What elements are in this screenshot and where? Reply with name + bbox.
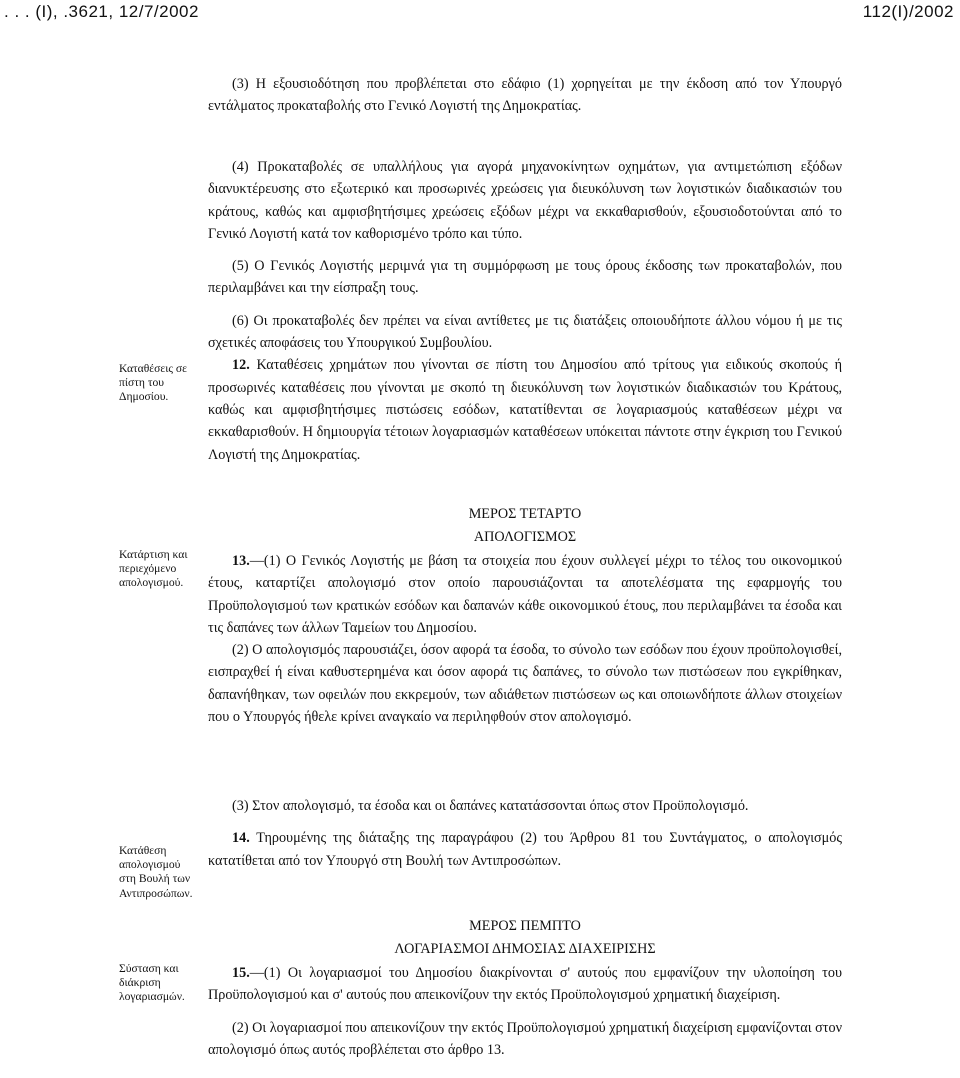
margin-note-line: Κατάρτιση και [119, 548, 188, 561]
margin-note-submission [119, 844, 207, 901]
section-15-1 [208, 962, 842, 1007]
margin-note-line: Κατάθεση [119, 844, 167, 857]
margin-note-line: Σύσταση και [119, 962, 179, 975]
section-14-number: 14. [232, 830, 250, 847]
paragraph-6: (6) Οι προκαταβολές δεν πρέπει να είναι αντίθετες με τις διατάξεις οποιουδήποτε άλλου νόμου ή με τις σχετικές αποφάσεις του Υπουργικού Συμβουλίου. [208, 312, 842, 352]
page-header-right: 112(Ι)/2002 [862, 2, 954, 21]
section-13-block [208, 550, 842, 728]
part-five-subtitle: ΛΟΓΑΡΙΑΣΜΟΙ ΔΗΜΟΣΙΑΣ ΔΙΑΧΕΙΡΙΣΗΣ [394, 941, 656, 957]
section-13-1 [208, 550, 842, 639]
margin-note-line: στη Βουλή των [119, 872, 191, 886]
margin-note-preparation [119, 548, 207, 591]
margin-note-line: λογαριασμών. [119, 990, 185, 1004]
section-12-number: 12. [232, 357, 250, 374]
section-13-3-block [208, 795, 842, 872]
section-12 [208, 354, 842, 465]
margin-note-line: απολογισμού. [119, 576, 184, 590]
section-13-text: —(1) Ο Γενικός Λογιστής με βάση τα στοιχεία που έχουν συλλεγεί μέχρι το τέλος του οικονομικού έτους, καταρτίζει απολογισμό στον οποίο παρουσιάζονται τα αποτελέσματα της εφαρμογής του Προϋπολογισμού των κρατικών εσόδων και δαπανών κάθε οικονομικού έτους, που περιλαμβάνει τα έσοδα και τις δαπάνες των άλλων Ταμείων του Δημοσίου. [208, 553, 842, 636]
paragraph-3-block [208, 73, 842, 118]
paragraph-5: (5) Ο Γενικός Λογιστής μεριμνά για τη συμμόρφωση με τους όρους έκδοσης των προκαταβολών, που περιλαμβάνει και την είσπραξη τους. [208, 258, 842, 297]
section-15-text: —(1) Οι λογαριασμοί του Δημοσίου διακρίνονται σ' αυτούς που εμφανίζουν την υλοποίηση του Προϋπολογισμού και σ' αυτούς που απεικονίζουν την εκτός Προϋπολογισμού χρηματική διαχείριση. [208, 965, 842, 1004]
page-header-left: . . . (Ι), .3621, 12/7/2002 [4, 2, 199, 21]
margin-note-deposits [119, 362, 207, 405]
section-13-3: (3) Στον απολογισμό, τα έσοδα και οι δαπάνες κατατάσσονται όπως στον Προϋπολογισμό. [232, 798, 749, 814]
section-15-2: (2) Οι λογαριασμοί που απεικονίζουν την εκτός Προϋπολογισμού χρηματική διαχείριση εμφανίζονται στον απολογισμό όπως αυτός προβλέπεται στο άρθρο 13. [208, 1019, 842, 1058]
margin-note-line: πίστη του [119, 376, 165, 390]
part-four-title: ΜΕΡΟΣ ΤΕΤΑΡΤΟ [468, 506, 582, 522]
paragraphs-4-6-block [208, 156, 842, 466]
part-five-title: ΜΕΡΟΣ ΠΕΜΠΤΟ [469, 918, 581, 934]
margin-note-accounts [119, 962, 207, 1005]
margin-note-line: απολογισμού [119, 858, 181, 872]
margin-note-line: Καταθέσεις σε [119, 362, 188, 375]
section-15-number: 15. [232, 965, 250, 981]
section-13-number: 13. [232, 553, 250, 569]
paragraph-4: (4) Προκαταβολές σε υπαλλήλους για αγορά μηχανοκίνητων οχημάτων, για αντιμετώπιση εξόδων διανυκτέρευσης στο εξωτερικό και προσωρινές χρεώσεις για διευκόλυνση των λογιστικών διαδικασιών του κράτους, καθώς και αμφισβητήσιμες χρεώσεις εξόδων μέχρι να εκκαθαρισθούν, εξουσιοδοτούνται από το Γενικό Λογιστή κατά τον καθορισμένο τρόπο και τύπο. [208, 159, 842, 242]
margin-note-line: Δημοσίου. [119, 390, 169, 404]
margin-note-line: περιεχόμενο [119, 562, 177, 576]
section-12-text: Καταθέσεις χρημάτων που γίνονται σε πίστη του Δημοσίου από τρίτους για ειδικούς σκοπούς ή προσωρινές καταθέσεις που γίνονται με σκοπό τη διευκόλυνση των λογιστικών διαδικασιών του Κράτους, καθώς και αμφισβητήσιμες πιστώσεις εσόδων, κατατίθενται σε λογαριασμούς καταθέσεων μέχρι να εκκαθαρισθούν. Η δημιουργία τέτοιων λογαριασμών καταθέσεων υπόκειται πάντοτε στην έγκριση του Γενικού Λογιστή της Δημοκρατίας. [208, 357, 842, 463]
margin-note-line: Αντιπροσώπων. [119, 886, 193, 900]
part-four-subtitle: ΑΠΟΛΟΓΙΣΜΟΣ [473, 529, 577, 545]
section-13-2: (2) Ο απολογισμός παρουσιάζει, όσον αφορά τα έσοδα, το σύνολο των εσόδων που έχουν προϋπολογισθεί, εισπραχθεί ή είναι καθυστερημένα και όσον αφορά τις δαπάνες, το σύνολο των πιστώσεων που εγκρίθηκαν, δαπανήθηκαν, των οφειλών που εκκρεμούν, των αδιάθετων πιστώσεων ως και οποιωνδήποτε άλλων στοιχείων που ο Υπουργός ήθελε κρίνει αναγκαίο να περιληφθούν στον απολογισμό. [208, 642, 842, 726]
section-14 [208, 827, 842, 872]
paragraph-3: (3) Η εξουσιοδότηση που προβλέπεται στο εδάφιο (1) χορηγείται με την έκδοση από τον Υπουργό εντάλματος προκαταβολής στο Γενικό Λογιστή της Δημοκρατίας. [208, 76, 842, 115]
section-15-block [208, 962, 842, 1061]
margin-note-line: διάκριση [119, 976, 161, 990]
section-14-text: Τηρουμένης της διάταξης της παραγράφου (2) του Άρθρου 81 του Συντάγματος, ο απολογισμός κατατίθεται από τον Υπουργό στη Βουλή των Αντιπροσώπων. [208, 830, 842, 869]
